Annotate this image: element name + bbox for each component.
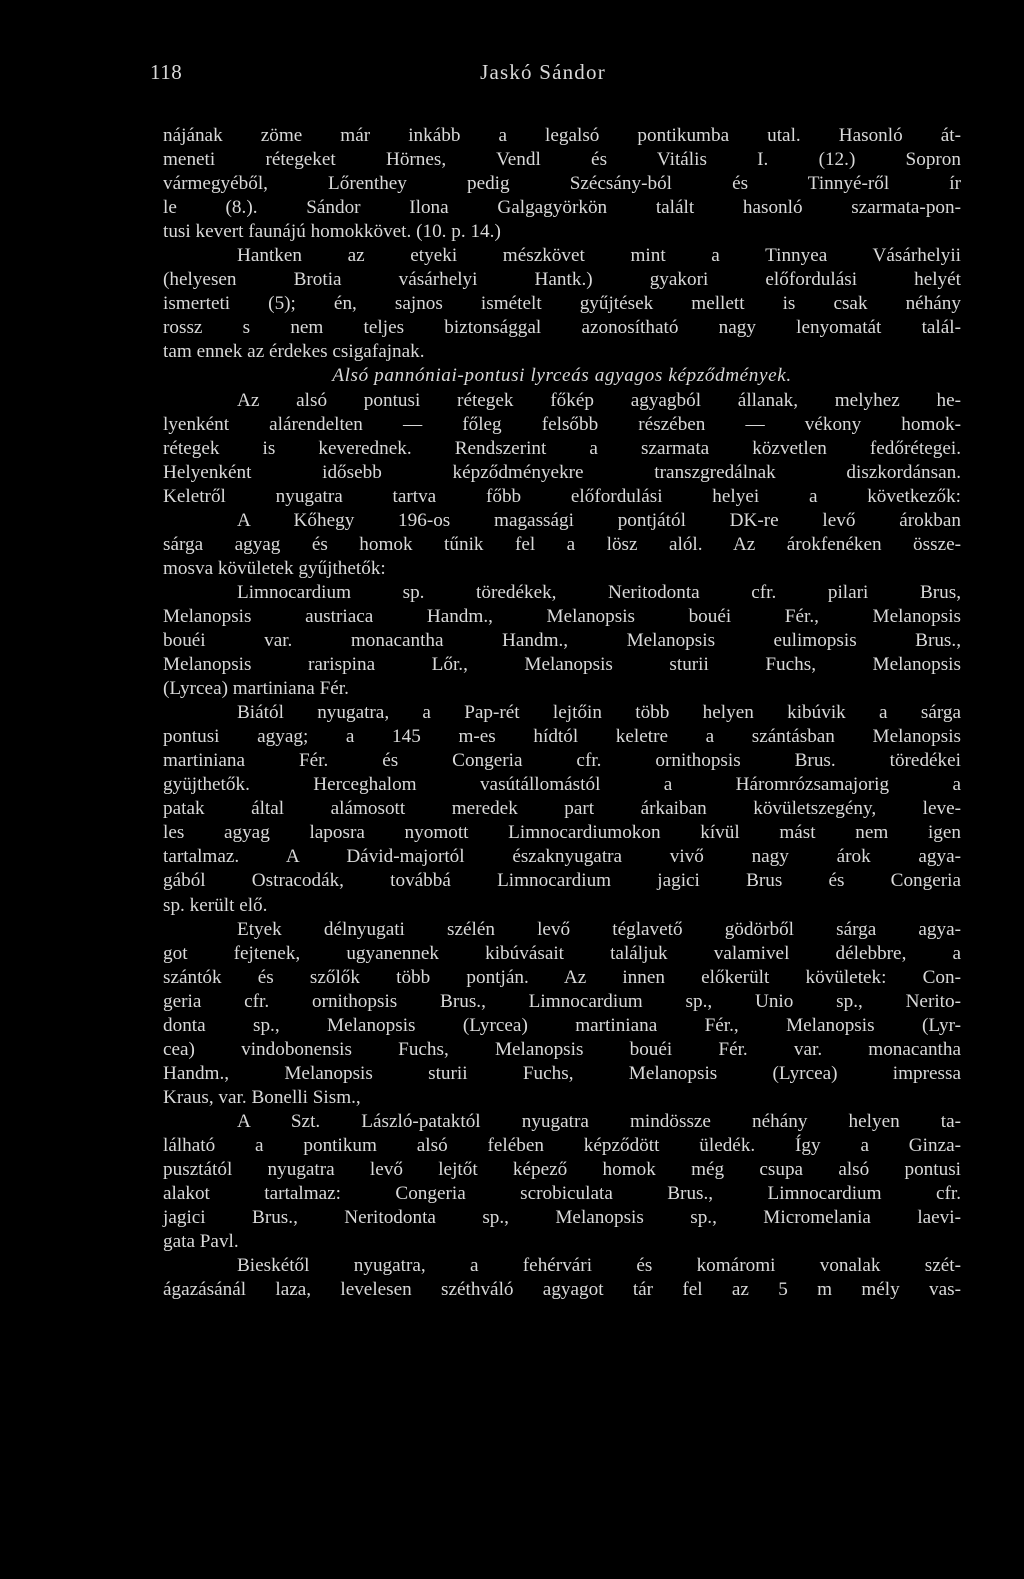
text-line: meneti rétegeket Hörnes, Vendl és Vitális I. (12.) Sopron (163, 149, 961, 171)
text-line: cea) vindobonensis Fuchs, Melanopsis bouéi Fér. var. monacantha (163, 1038, 961, 1060)
text-line: alakot tartalmaz: Congeria scrobiculata Brus., Limnocardium cfr. (163, 1183, 961, 1205)
text-line: (Lyrcea) martiniana Fér. (163, 678, 349, 700)
text-line: Melanopsis austriaca Handm., Melanopsis bouéi Fér., Melanopsis (163, 605, 961, 627)
text-line: nájának zöme már inkább a legalsó pontikumba utal. Hasonló át- (163, 125, 961, 146)
text-line: Etyek délnyugati szélén levő téglavető gödörből sárga agya- (237, 918, 961, 940)
text-line: Keletről nyugatra tartva főbb előfordulási helyei a következők: (163, 485, 961, 507)
text-line: ismerteti (5); én, sajnos ismételt gyűjtések mellett is csak néhány (163, 293, 961, 315)
text-line: Bieskétől nyugatra, a fehérvári és komáromi vonalak szét- (237, 1255, 961, 1277)
text-line: geria cfr. ornithopsis Brus., Limnocardium sp., Unio sp., Nerito- (163, 990, 961, 1012)
body-text (163, 124, 961, 1302)
text-line: mosva kövületek gyűjthetők: (163, 557, 386, 579)
text-line: gyüjthetők. Herceghalom vasútállomástól a Háromrózsamajorig a (163, 774, 961, 796)
text-line: les agyag laposra nyomott Limnocardiumokon kívül mást nem igen (163, 822, 961, 844)
running-head: Jaskó Sándor (480, 60, 606, 84)
text-line: tusi kevert faunájú homokkövet. (10. p. 14.) (163, 221, 501, 243)
text-line: vármegyéből, Lőrenthey pedig Szécsány-ból és Tinnyé-ről ír (163, 173, 961, 195)
text-line: ágazásánál laza, levelesen széthváló agyagot tár fel az 5 m mély vas- (163, 1279, 961, 1301)
text-line: rétegek is keverednek. Rendszerint a szarmata közvetlen fedőrétegei. (163, 437, 961, 459)
text-line: Limnocardium sp. töredékek, Neritodonta cfr. pilari Brus, (237, 581, 961, 603)
text-line: martiniana Fér. és Congeria cfr. ornithopsis Brus. töredékei (163, 750, 961, 772)
page-number: 118 (150, 60, 183, 84)
text-line: donta sp., Melanopsis (Lyrcea) martiniana Fér., Melanopsis (Lyr- (163, 1014, 961, 1036)
text-line: szántók és szőlők több pontján. Az innen előkerült kövületek: Con- (163, 966, 961, 988)
text-line: Helyenként idősebb képződményekre transzgredálnak diszkordánsan. (163, 461, 961, 483)
text-line: tam ennek az érdekes csigafajnak. (163, 341, 425, 363)
text-line: lálható a pontikum alsó felében képződött üledék. Így a Ginza- (163, 1134, 961, 1156)
text-line: sp. került elő. (163, 894, 268, 916)
text-line: jagici Brus., Neritodonta sp., Melanopsis sp., Micromelania laevi- (163, 1207, 961, 1229)
text-line: gata Pavl. (163, 1231, 239, 1253)
text-line: gából Ostracodák, továbbá Limnocardium jagici Brus és Congeria (163, 870, 961, 892)
text-line: Kraus, var. Bonelli Sism., (163, 1086, 361, 1108)
text-line: tartalmaz. A Dávid-majortól északnyugatra vivő nagy árok agya- (163, 846, 961, 868)
text-line: lyenként alárendelten — főleg felsőbb részében — vékony homok- (163, 413, 961, 435)
text-line: bouéi var. monacantha Handm., Melanopsis eulimopsis Brus., (163, 629, 961, 651)
text-line: Melanopsis rarispina Lőr., Melanopsis sturii Fuchs, Melanopsis (163, 654, 961, 676)
text-line: rossz s nem teljes biztonsággal azonosítható nagy lenyomatát talál- (163, 317, 961, 339)
section-heading: Alsó pannóniai-pontusi lyrceás agyagos képződmények. (332, 365, 792, 387)
text-line: le (8.). Sándor Ilona Galgagyörkön talált hasonló szarmata-pon- (163, 197, 961, 219)
text-line: A Kőhegy 196-os magassági pontjától DK-re levő árokban (237, 509, 961, 531)
text-line: Az alsó pontusi rétegek főkép agyagból állanak, melyhez he- (237, 389, 961, 411)
text-line: pusztától nyugatra levő lejtőt képező homok még csupa alsó pontusi (163, 1159, 961, 1181)
text-line: pontusi agyag; a 145 m-es hídtól keletre a szántásban Melanopsis (163, 726, 961, 748)
text-line: A Szt. László-pataktól nyugatra mindössze néhány helyen ta- (237, 1110, 961, 1132)
text-line: got fejtenek, ugyanennek kibúvásait találjuk valamivel délebbre, a (163, 942, 961, 964)
text-line: Handm., Melanopsis sturii Fuchs, Melanopsis (Lyrcea) impressa (163, 1062, 961, 1084)
text-line: patak által alámosott meredek part árkaiban kövületszegény, leve- (163, 798, 961, 820)
text-line: (helyesen Brotia vásárhelyi Hantk.) gyakori előfordulási helyét (163, 269, 961, 291)
text-line: Hantken az etyeki mészkövet mint a Tinnyea Vásárhelyii (237, 245, 961, 267)
page-header (0, 60, 1024, 90)
text-line: sárga agyag és homok tűnik fel a lösz alól. Az árokfenéken össze- (163, 533, 961, 555)
text-line: Biától nyugatra, a Pap-rét lejtőin több helyen kibúvik a sárga (237, 702, 961, 724)
